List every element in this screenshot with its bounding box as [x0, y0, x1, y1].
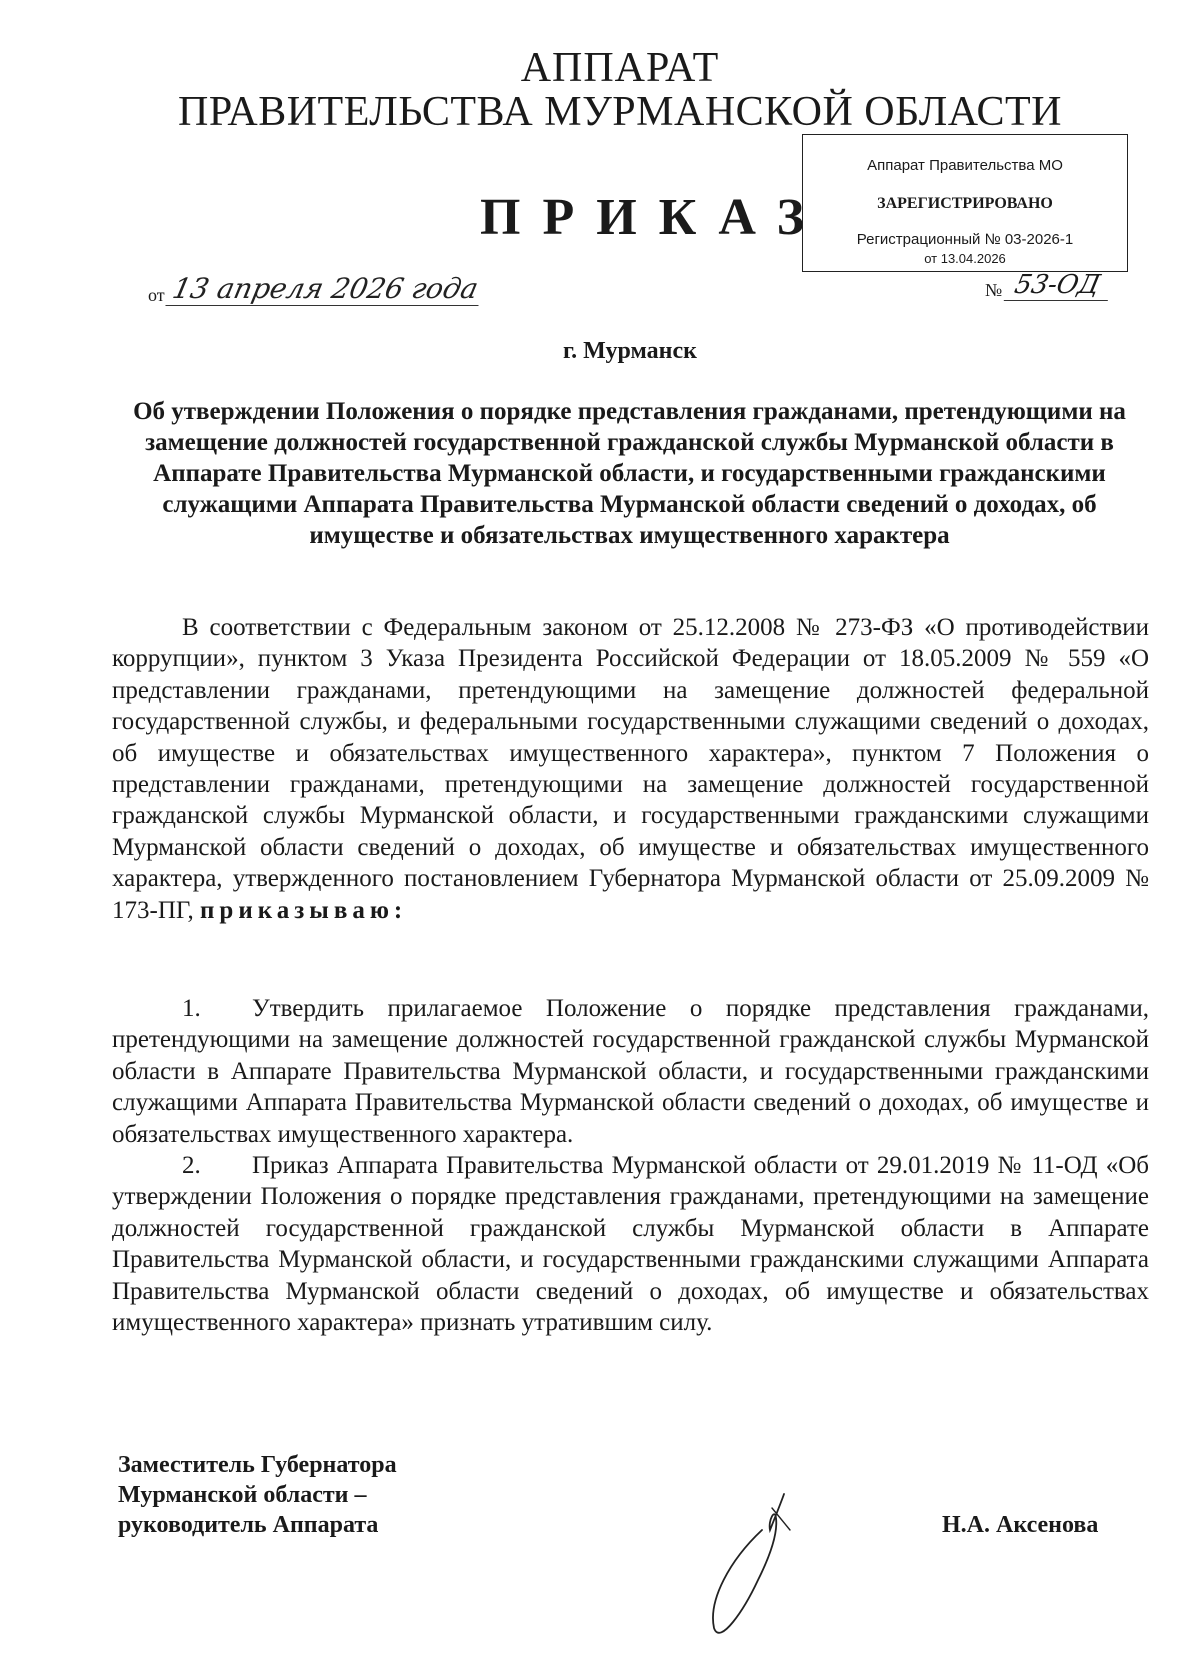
signer-role-line1: Заместитель Губернатора [118, 1452, 397, 1478]
item-text: Утвердить прилагаемое Положение о порядке представления гражданами, претендующими на замещение должностей государственной гражданской службы Мурманской области в Аппарате Правительства Мурманской области, и государственными гражданскими служащими Аппарата Правительства Мурманской области сведений о доходах, об имуществе и обязательствах имущественного характера. [112, 995, 1149, 1148]
order-item [112, 993, 1149, 1150]
handwritten-date: 13 апреля 2026 года [166, 272, 486, 306]
stamp-status: ЗАРЕГИСТРИРОВАНО [877, 195, 1053, 212]
item-number: 2. [182, 1152, 201, 1180]
city: г. Мурманск [562, 338, 697, 364]
order-number-row [985, 270, 1111, 301]
order-title: Об утверждении Положения о порядке представления гражданами, претендующими на замещение должностей государственной гражданской службы Мурманской области в Аппарате Правительства Мурманской области, и государственными гражданскими служащими Аппарата Правительства Мурманской области сведений о доходах, об имуществе и обязательствах имущественного характера [133, 398, 1126, 549]
preamble-paragraph [112, 612, 1149, 926]
registration-stamp [802, 134, 1128, 272]
number-prefix: № [985, 280, 1003, 300]
org-name-line2: ПРАВИТЕЛЬСТВА МУРМАНСКОЙ ОБЛАСТИ [178, 89, 1062, 135]
item-number: 1. [182, 995, 201, 1022]
signer-role-line3: руководитель Аппарата [118, 1512, 379, 1538]
stamp-organization: Аппарат Правительства МО [867, 157, 1063, 174]
document-type: ПРИКАЗ [480, 189, 827, 246]
handwritten-signature [700, 1490, 840, 1640]
signer-role [118, 1450, 397, 1540]
date-prefix: от [148, 285, 165, 305]
stamp-reg-date: от 13.04.2026 [924, 251, 1006, 266]
signer-role-line2: Мурманской области – [118, 1482, 367, 1508]
org-name-line1: АППАРАТ [520, 45, 720, 91]
order-date-row [148, 272, 482, 306]
order-items [112, 993, 1149, 1338]
signer-name: Н.А. Аксенова [942, 1512, 1099, 1538]
order-item [112, 1150, 1149, 1338]
item-text: Приказ Аппарата Правительства Мурманской области от 29.01.2019 № 11-ОД «Об утверждении Положения о порядке представления гражданами, претендующими на замещение должностей государственной гражданской службы Мурманской области в Аппарате Правительства Мурманской области, и государственными гражданскими служащими Аппарата Правительства Мурманской области сведений о доходах, об имуществе и обязательствах имущественного характера» признать утратившим силу. [112, 1152, 1149, 1337]
stamp-reg-number: Регистрационный № 03-2026-1 [856, 231, 1074, 248]
order-word: приказываю: [200, 896, 408, 924]
preamble-text: В соответствии с Федеральным законом от 25.12.2008 № 273-ФЗ «О противодействии коррупции», пунктом 3 Указа Президента Российской Федерации от 18.05.2009 № 559 «О представлении гражданами, претендующими на замещение должностей федеральной государственной службы, и федеральными государственными служащими сведений о доходах, об имуществе и обязательствах имущественного характера», пунктом 7 Положения о представлении гражданами, претендующими на замещение должностей государственной гражданской службы Мурманской области, и государственными гражданскими служащими Мурманской области сведений о доходах, об имуществе и обязательствах имущественного характера, утвержденного постановлением Губернатора Мурманской области от 25.09.2009 № 173-ПГ, [112, 614, 1149, 924]
handwritten-number: 53-ОД [1003, 270, 1114, 301]
